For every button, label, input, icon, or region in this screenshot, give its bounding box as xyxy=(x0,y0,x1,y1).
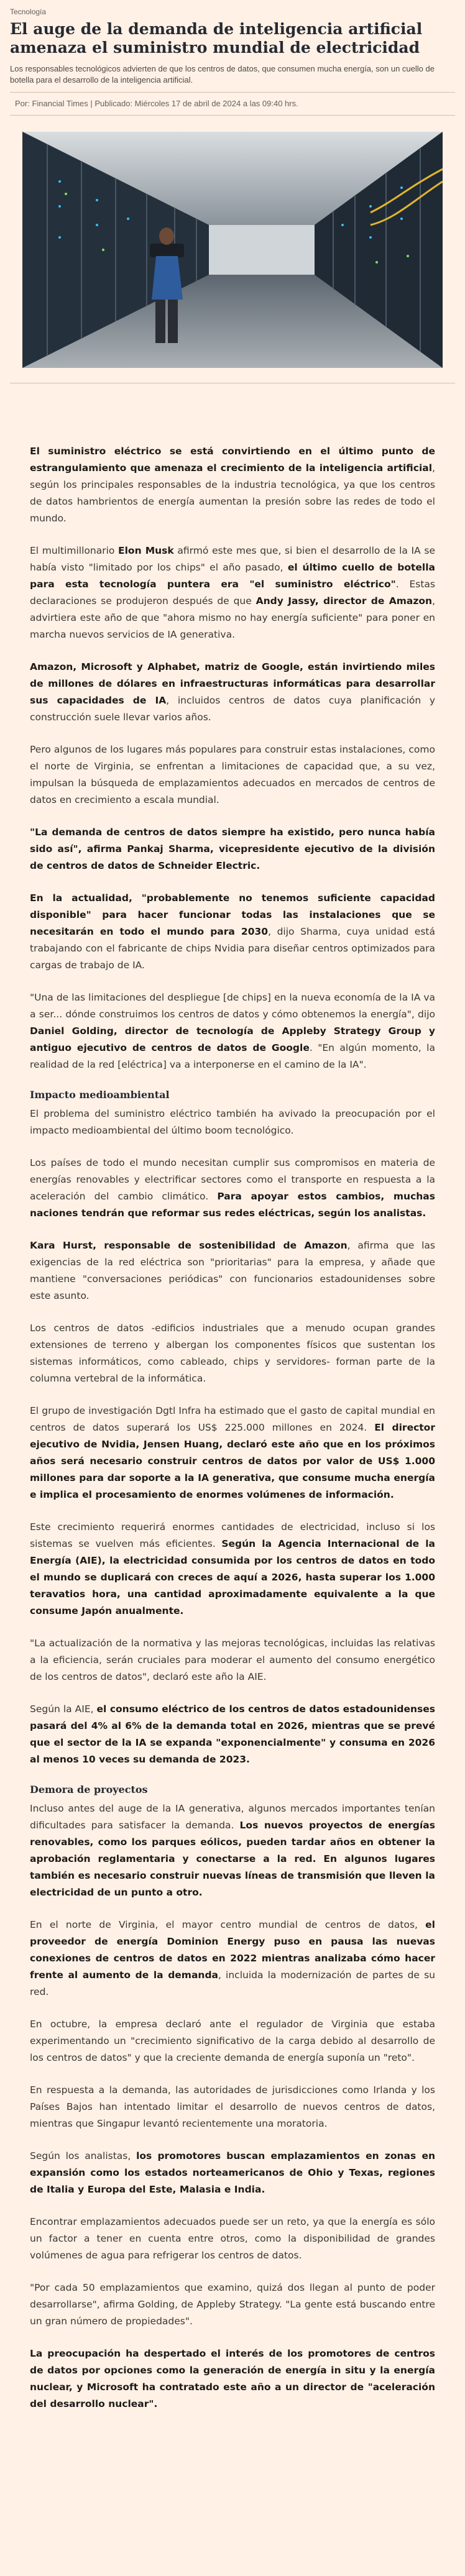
article-headline: El auge de la demanda de inteligencia artificial amenaza el suministro mundial de electricidad xyxy=(10,20,423,57)
article-paragraph: El suministro eléctrico se está convirtiendo en el último punto de estrangulamiento que amenaza el crecimiento de la inteligencia artificial, según los principales responsables de la industria tecnológica, ya que los centros de datos hambrientos de energía aumentan la presión sobre las redes de todo el mundo. xyxy=(30,446,435,524)
hero-image xyxy=(22,132,443,368)
article-paragraph: El problema del suministro eléctrico también ha avivado la preocupación por el impacto medioambiental del último boom tecnológico. xyxy=(30,1108,435,1136)
article-header xyxy=(0,0,465,116)
article-paragraph: Encontrar emplazamientos adecuados puede ser un reto, ya que la energía es sólo un factor a tener en cuenta entre otros, como la disponibilidad de grandes volúmenes de agua para refrigerar los centros de datos. xyxy=(30,2216,435,2261)
article-paragraph: En respuesta a la demanda, las autoridades de jurisdicciones como Irlanda y los Países Bajos han intentado limitar el desarrollo de nuevos centros de datos, mientras que Singapur levantó recientemente una moratoria. xyxy=(30,2084,435,2129)
article-paragraph: Pero algunos de los lugares más populares para construir estas instalaciones, como el norte de Virginia, se enfrentan a limitaciones de capacidad que, a su vez, impulsan la búsqueda de emplazamientos adecuados en mercados de centros de datos en crecimiento a escala mundial. xyxy=(30,744,435,805)
article-subheading: Impacto medioambiental xyxy=(30,1089,170,1101)
article-paragraph: En la actualidad, "probablemente no tenemos suficiente capacidad disponible" para hacer funcionar todas las instalaciones que se necesitarán en todo el mundo para 2030, dijo Sharma, cuya unidad está trabajando con el fabricante de chips Nvidia para diseñar centros optimizados para cargas de trabajo de IA. xyxy=(30,892,435,971)
article-paragraph: "La actualización de la normativa y las mejoras tecnológicas, incluidas las relativas a la eficiencia, serán cruciales para moderar el aumento del consumo energético de los centros de datos", declaró este año la AIE. xyxy=(30,1638,435,1682)
article-paragraph: Este crecimiento requerirá enormes cantidades de electricidad, incluso si los sistemas se vuelven más eficientes. Según la Agencia Internacional de la Energía (AIE), la electricidad consumida por los centros de datos en todo el mundo se duplicará con creces de aquí a 2026, hasta superar los 1.000 teravatios hora, una cantidad aproximadamente equivalente a la que consume Japón anualmente. xyxy=(30,1521,435,1616)
article-paragraph: La preocupación ha despertado el interés de los promotores de centros de datos por opciones como la generación de energía in situ y la energía nuclear, y Microsoft ha contratado este año a un director de "aceleración del desarrollo nuclear". xyxy=(30,2348,435,2409)
article-paragraph: Los centros de datos -edificios industriales que a menudo ocupan grandes extensiones de terreno y albergan los componentes físicos que sustentan los sistemas informáticos, como cableado, chips y servidores- forman parte de la columna vertebral de la informática. xyxy=(30,1322,435,1384)
article-body xyxy=(0,383,465,2413)
article-meta xyxy=(10,92,455,116)
article-paragraph: Kara Hurst, responsable de sostenibilidad de Amazon, afirma que las exigencias de la red eléctrica son "prioritarias" para la empresa, y añade que mantiene "conversaciones periódicas" con funcionarios estadounidenses sobre este asunto. xyxy=(30,1240,435,1301)
article-paragraph: "Una de las limitaciones del despliegue [de chips] en la nueva economía de la IA va a ser... dónde construimos los centros de datos y cómo obtenemos la energía", dijo Daniel Golding, director de tecnología de Appleby Strategy Group y antiguo ejecutivo de centros de datos de Google. "En algún momento, la realidad de la red [eléctrica] va a interponerse en el camino de la IA". xyxy=(30,992,435,1070)
article-paragraph: El multimillonario Elon Musk afirmó este mes que, si bien el desarrollo de la IA se había visto "limitado por los chips" el año pasado, el último cuello de botella para esta tecnología puntera era "el suministro eléctrico". Estas declaraciones se produjeron después de que Andy Jassy, director de Amazon, advirtiera este año de que "ahora mismo no hay energía suficiente" para poner en marcha nuevos servicios de IA generativa. xyxy=(30,545,435,640)
article-paragraph: En octubre, la empresa declaró ante el regulador de Virginia que estaba experimentando un "crecimiento significativo de la carga debido al desarrollo de los centros de datos" y que la creciente demanda de energía suponía un "reto". xyxy=(30,2019,435,2063)
article-paragraph: Los países de todo el mundo necesitan cumplir sus compromisos en materia de energías renovables y electrificar sectores como el transporte en respuesta a la aceleración del cambio climático. Para apoyar estos cambios, muchas naciones tendrán que reformar sus redes eléctricas, según los analistas. xyxy=(30,1157,435,1219)
data-center-photo xyxy=(22,132,443,368)
article-byline: Por: Financial Times | Publicado: Miércoles 17 de abril de 2024 a las 09:40 hrs. xyxy=(15,99,298,108)
section-label[interactable]: Tecnología xyxy=(10,7,47,16)
article-paragraph: Amazon, Microsoft y Alphabet, matriz de Google, están invirtiendo miles de millones de dólares en infraestructuras informáticas para desarrollar sus capacidades de IA, incluidos centros de datos cuya planificación y construcción suele llevar varios años. xyxy=(30,661,435,723)
article-paragraph: "Por cada 50 emplazamientos que examino, quizá dos llegan al punto de poder desarrollarse", afirma Golding, de Appleby Strategy. "La gente está buscando entre un gran número de propiedades". xyxy=(30,2282,435,2327)
article-paragraph: Según los analistas, los promotores buscan emplazamientos en zonas en expansión como los estados norteamericanos de Ohio y Texas, regiones de Italia y Europa del Este, Malasia e India. xyxy=(30,2150,435,2195)
article-paragraph: En el norte de Virginia, el mayor centro mundial de centros de datos, el proveedor de energía Dominion Energy puso en pausa las nuevas conexiones de centros de datos en 2022 mientras analizaba cómo hacer frente al aumento de la demanda, incluida la modernización de partes de su red. xyxy=(30,1919,435,1997)
article-paragraph: Según la AIE, el consumo eléctrico de los centros de datos estadounidenses pasará del 4% al 6% de la demanda total en 2026, mientras que se prevé que el sector de la IA se expanda "exponencialmente" y consuma en 2026 al menos 10 veces su demanda de 2023. xyxy=(30,1703,435,1765)
article-paragraph: Incluso antes del auge de la IA generativa, algunos mercados importantes tenían dificultades para satisfacer la demanda. Los nuevos proyectos de energías renovables, como los parques eólicos, pueden tardar años en obtener la aprobación reglamentaria y conectarse a la red. En algunos lugares también es necesario construir nuevas líneas de transmisión que lleven la electricidad de un punto a otro. xyxy=(30,1803,435,1898)
article-subheading: Demora de proyectos xyxy=(30,1784,148,1795)
article-paragraph: El grupo de investigación Dgtl Infra ha estimado que el gasto de capital mundial en centros de datos superará los US$ 225.000 millones en 2024. El director ejecutivo de Nvidia, Jensen Huang, declaró este año que en los próximos años será necesario construir centros de datos por valor de US$ 1.000 millones para dar soporte a la IA generativa, que consume mucha energía e implica el procesamiento de enormes volúmenes de información. xyxy=(30,1405,435,1500)
article-standfirst: Los responsables tecnológicos advierten de que los centros de datos, que consumen mucha energía, son un cuello de botella para el desarrollo de la inteligencia artificial. xyxy=(10,64,435,85)
article-paragraph: "La demanda de centros de datos siempre ha existido, pero nunca había sido así", afirma Pankaj Sharma, vicepresidente ejecutivo de la división de centros de datos de Schneider Electric. xyxy=(30,827,435,871)
